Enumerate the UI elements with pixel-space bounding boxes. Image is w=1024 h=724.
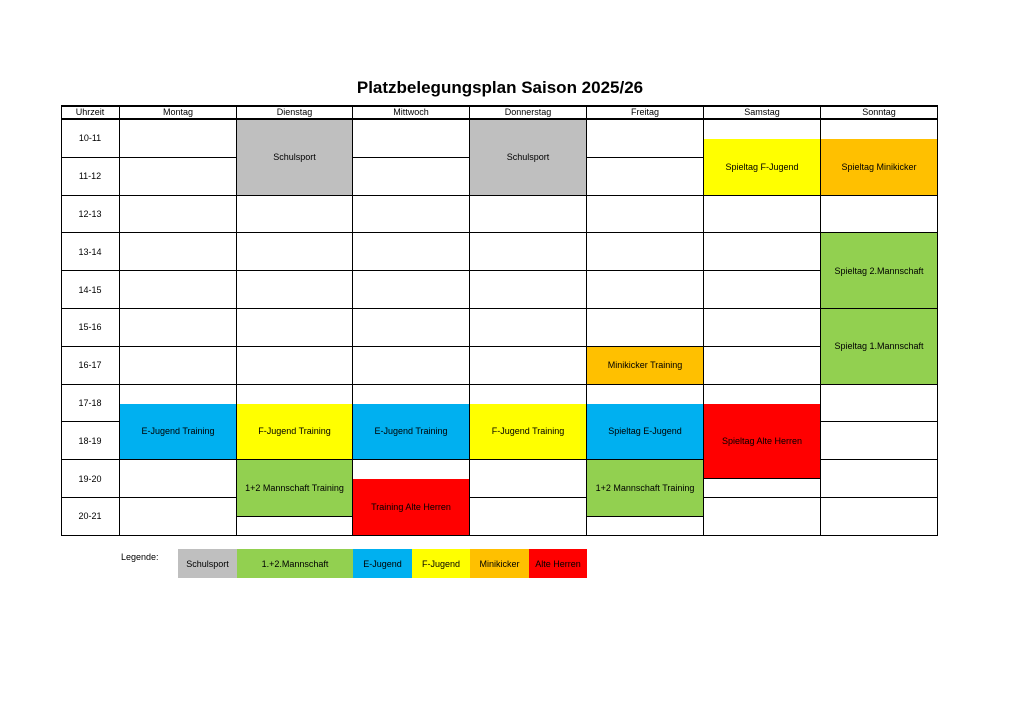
schedule-cell [470,271,587,309]
schedule-event: F-Jugend Training [470,404,587,461]
schedule-event: Spieltag Alte Herren [704,404,821,480]
time-slot-label: 20-21 [61,498,120,536]
time-slot-label: 16-17 [61,347,120,385]
schedule-cell [237,271,353,309]
schedule-cell [120,158,237,196]
schedule-cell [120,347,237,385]
time-slot-label: 14-15 [61,271,120,309]
schedule-event: Schulsport [470,120,587,196]
legend-item: Alte Herren [529,549,587,578]
page-title: Platzbelegungsplan Saison 2025/26 [356,78,644,97]
schedule-event: 1+2 Mannschaft Training [587,460,704,517]
schedule-cell [120,233,237,271]
column-header: Samstag [704,105,821,120]
schedule-cell [120,460,237,498]
legend-item: F-Jugend [412,549,470,578]
schedule-cell [587,271,704,309]
schedule-cell [470,347,587,385]
schedule-cell [353,158,470,196]
schedule-event: F-Jugend Training [237,404,353,461]
column-header: Dienstag [237,105,353,120]
schedule-event: Spieltag 1.Mannschaft [821,309,938,385]
time-slot-label: 12-13 [61,196,120,234]
schedule-cell [120,309,237,347]
schedule-event: E-Jugend Training [353,404,470,461]
schedule-cell [353,309,470,347]
schedule-cell [821,498,938,536]
schedule-cell [120,120,237,158]
schedule-cell [470,498,587,536]
schedule-event: Spieltag E-Jugend [587,404,704,461]
schedule-event: Schulsport [237,120,353,196]
schedule-cell [587,120,704,158]
column-header: Montag [120,105,237,120]
schedule-cell [704,347,821,385]
schedule-cell [704,196,821,234]
time-slot-label: 17-18 [61,385,120,423]
time-slot-label: 15-16 [61,309,120,347]
schedule-cell [587,196,704,234]
legend-item: E-Jugend [353,549,412,578]
schedule-cell [587,158,704,196]
time-slot-label: 19-20 [61,460,120,498]
schedule-cell [821,385,938,423]
column-header: Sonntag [821,105,938,120]
schedule-event: Training Alte Herren [353,479,470,536]
time-slot-label: 18-19 [61,422,120,460]
legend-item: Schulsport [178,549,237,578]
schedule-table [61,105,938,536]
schedule-cell [587,233,704,271]
schedule-cell [470,233,587,271]
legend-item: Minikicker [470,549,529,578]
schedule-cell [353,196,470,234]
schedule-cell [704,498,821,536]
schedule-event: Spieltag Minikicker [821,139,938,196]
schedule-cell [353,271,470,309]
schedule-cell [587,309,704,347]
column-header: Uhrzeit [61,105,120,120]
schedule-cell [470,196,587,234]
time-slot-label: 11-12 [61,158,120,196]
schedule-event: Minikicker Training [587,347,704,385]
schedule-cell [704,271,821,309]
schedule-cell [120,271,237,309]
schedule-event: E-Jugend Training [120,404,237,461]
column-header: Donnerstag [470,105,587,120]
schedule-cell [353,233,470,271]
schedule-cell [353,120,470,158]
column-header: Freitag [587,105,704,120]
schedule-event: Spieltag F-Jugend [704,139,821,196]
schedule-cell [704,309,821,347]
schedule-cell [120,498,237,536]
time-slot-label: 13-14 [61,233,120,271]
schedule-cell [704,233,821,271]
schedule-cell [821,460,938,498]
schedule-cell [821,422,938,460]
schedule-cell [353,347,470,385]
column-header: Mittwoch [353,105,470,120]
legend-item: 1.+2.Mannschaft [237,549,353,578]
schedule-cell [470,309,587,347]
schedule-cell [237,233,353,271]
schedule-cell [237,309,353,347]
legend-label: Legende: [121,552,159,562]
schedule-cell [237,347,353,385]
schedule-event: 1+2 Mannschaft Training [237,460,353,517]
schedule-cell [120,196,237,234]
schedule-cell [237,196,353,234]
schedule-cell [821,196,938,234]
schedule-event: Spieltag 2.Mannschaft [821,233,938,309]
schedule-cell [470,460,587,498]
time-slot-label: 10-11 [61,120,120,158]
